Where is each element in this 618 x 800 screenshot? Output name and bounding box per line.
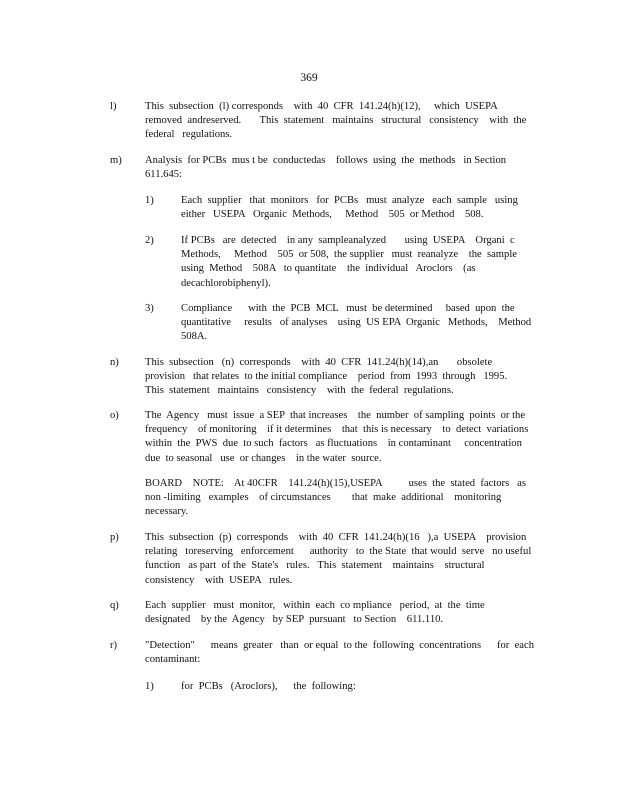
item-marker-o: o) — [110, 410, 119, 421]
subitem-text-m1: Each supplier that monitors for PCBs must analyze each sample using either USEPA Organic Methods, Method 505 or Method 508. — [181, 195, 518, 221]
page-number: 369 — [300, 72, 318, 84]
subitem-text-m3: Compliance with the PCB MCL must be determined based upon the quantitative results of analyses using US EPA Organic Methods, Method 508A. — [181, 303, 532, 343]
board-note: BOARD NOTE: At 40CFR 141.24(h)(15),USEPA uses the stated factors as non -limiting examples of circumstances that make additional monitoring necessary. — [145, 478, 526, 518]
subitem-text-m2: If PCBs are detected in any sampleanalyzed using USEPA Organi c Methods, Method 505 or 508, the supplier must reanalyze the sample using Method 508A to quantitate the individual Aroclors (as decachlorobiphenyl). — [181, 235, 517, 289]
item-text-r: "Detection" means greater than or equal to the following concentrations for each contaminant: — [145, 640, 535, 666]
subitem-marker-m3: 3) — [145, 303, 154, 314]
item-text-p: This subsection (p) corresponds with 40 CFR 141.24(h)(16 ),a USEPA provision relating toreserving enforcement authority to the State that would serve no useful function as part of the State's rules. This statement maintains structural consistency with USEPA rules. — [145, 532, 532, 586]
subitem-text-r1: for PCBs (Aroclors), the following: — [181, 681, 356, 692]
subitem-marker-m1: 1) — [145, 195, 154, 206]
item-marker-r: r) — [110, 640, 118, 651]
item-marker-m: m) — [110, 155, 122, 166]
item-marker-q: q) — [110, 600, 119, 611]
item-text-l: This subsection (l) corresponds with 40 CFR 141.24(h)(12), which USEPA removed andreserved. This statement maintains structural consistency with the federal regulations. — [145, 101, 527, 141]
item-text-q: Each supplier must monitor, within each co mpliance period, at the time designated by the Agency by SEP pursuant to Section 611.110. — [145, 600, 485, 626]
subitem-marker-m2: 2) — [145, 235, 154, 246]
item-marker-l: l) — [110, 101, 117, 112]
subitem-marker-r1: 1) — [145, 681, 154, 692]
item-marker-p: p) — [110, 532, 119, 543]
item-text-m: Analysis for PCBs mus t be conductedas follows using the methods in Section 611.645: — [145, 155, 507, 181]
item-text-n: This subsection (n) corresponds with 40 CFR 141.24(h)(14),an obsolete provision that relates to the initial compliance period from 1993 through 1995. This statement maintains consistency with the federal regulations. — [145, 357, 508, 397]
item-marker-n: n) — [110, 357, 119, 368]
item-text-o: The Agency must issue a SEP that increases the number of sampling points or the frequency of monitoring if it determines that this is necessary to detect variations within the PWS due to such factors as fluctuations in contaminant concentration due to seasonal use or changes in the water source. — [145, 410, 529, 464]
